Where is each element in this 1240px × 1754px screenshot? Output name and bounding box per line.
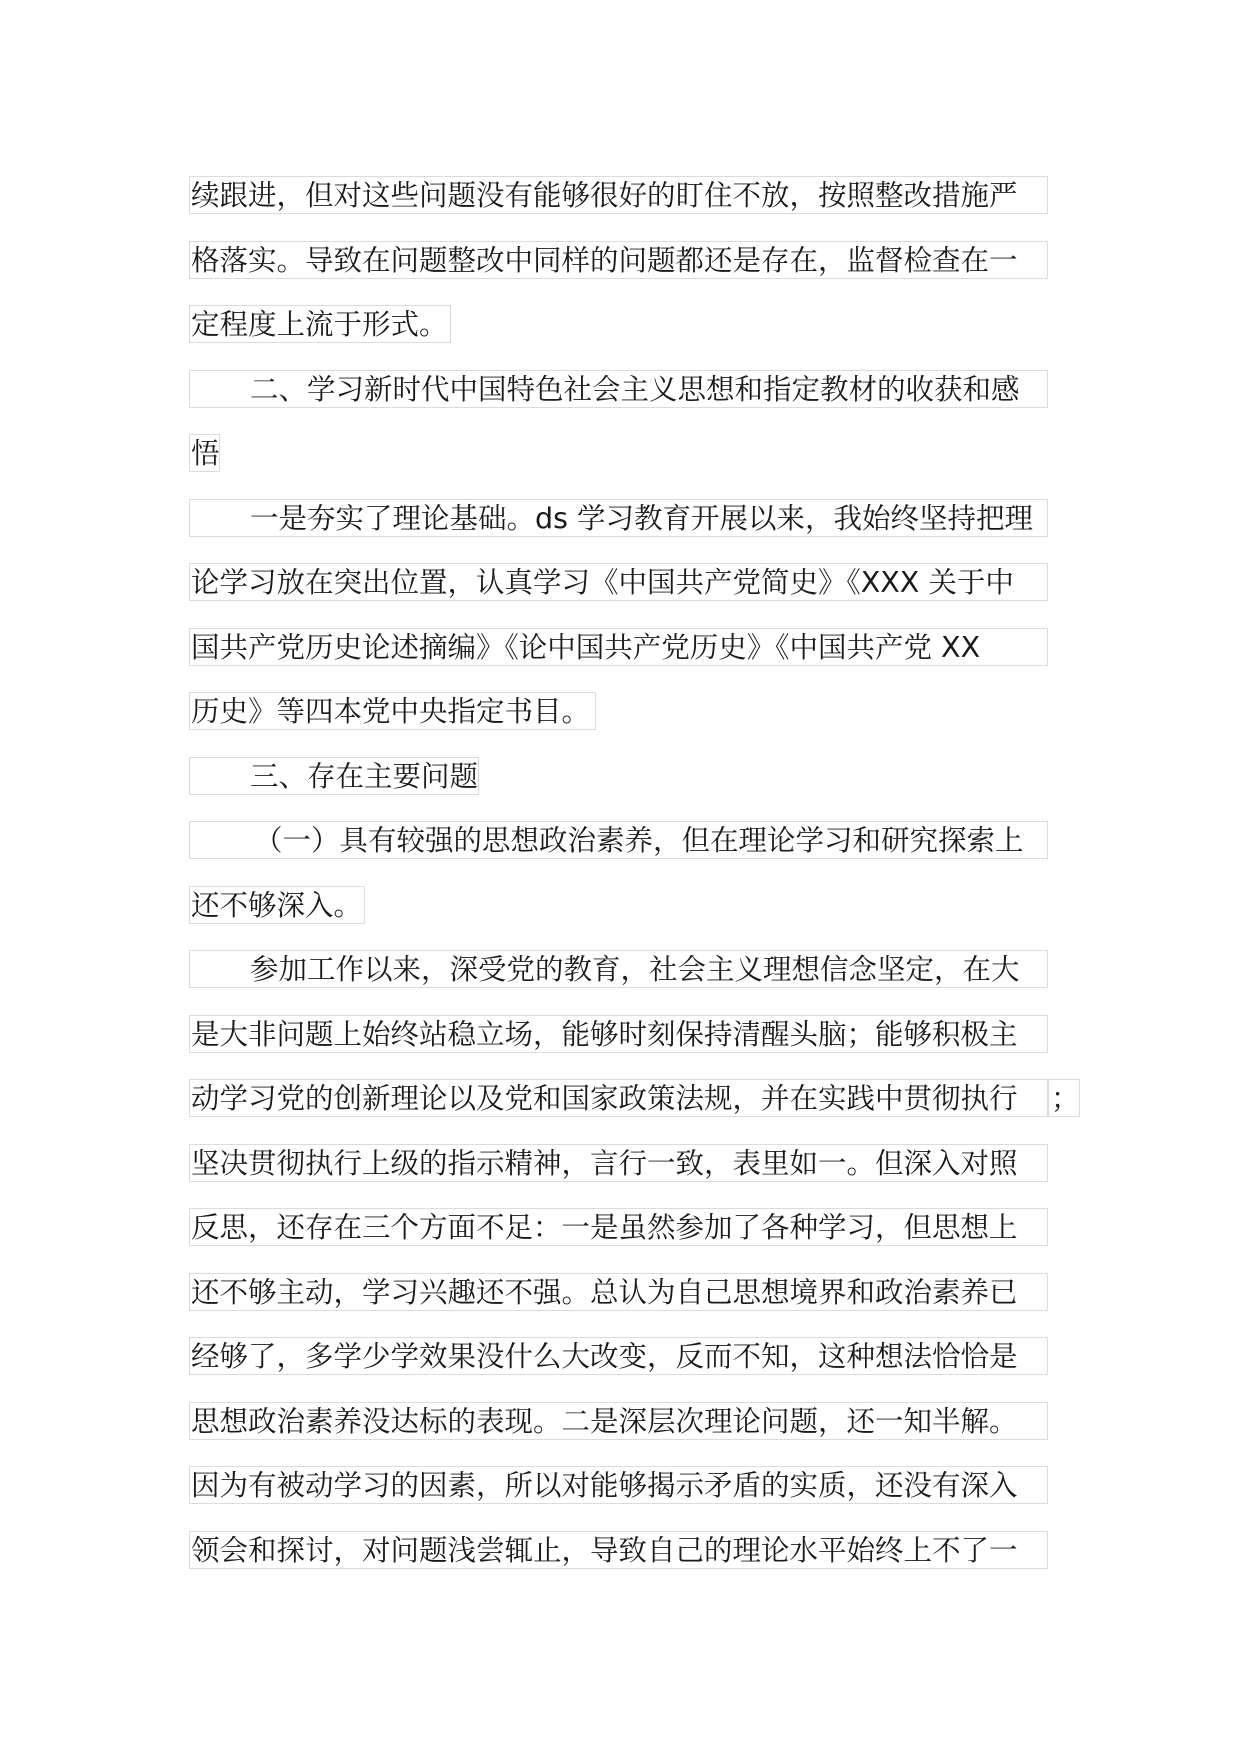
text-line: 历史》等四本党中央指定书目。 [189, 692, 596, 730]
text-line: 定程度上流于形式。 [189, 305, 451, 343]
text-line: 一是夯实了理论基础。ds 学习教育开展以来，我始终坚持把理 [189, 499, 1048, 537]
text-line: 国共产党历史论述摘编》《论中国共产党历史》《中国共产党 XX [189, 628, 1048, 666]
text-line: 论学习放在突出位置，认真学习《中国共产党简史》《XXX 关于中 [189, 563, 1048, 601]
text-line: 思想政治素养没达标的表现。二是深层次理论问题，还一知半解。 [189, 1402, 1048, 1440]
text-line: 领会和探讨，对问题浅尝辄止，导致自己的理论水平始终上不了一 [189, 1531, 1048, 1569]
text-line: 经够了，多学少学效果没什么大改变，反而不知，这种想法恰恰是 [189, 1337, 1048, 1375]
text-line: 是大非问题上始终站稳立场，能够时刻保持清醒头脑；能够积极主 [189, 1015, 1048, 1053]
text-line: 动学习党的创新理论以及党和国家政策法规，并在实践中贯彻执行 [189, 1079, 1048, 1117]
text-line: 格落实。导致在问题整改中同样的问题都还是存在，监督检查在一 [189, 241, 1048, 279]
heading-line: 悟 [189, 434, 220, 472]
heading-line: 三、存在主要问题 [189, 757, 479, 795]
text-line: 坚决贯彻执行上级的指示精神，言行一致，表里如一。但深入对照 [189, 1144, 1048, 1182]
text-line: 还不够主动，学习兴趣还不强。总认为自己思想境界和政治素养已 [189, 1273, 1048, 1311]
text-line: 因为有被动学习的因素，所以对能够揭示矛盾的实质，还没有深入 [189, 1466, 1048, 1504]
subheading-line: （一）具有较强的思想政治素养，但在理论学习和研究探索上 [189, 821, 1048, 859]
subheading-line: 还不够深入。 [189, 886, 365, 924]
text-line: 参加工作以来，深受党的教育，社会主义理想信念坚定，在大 [189, 950, 1048, 988]
text-line: 反思，还存在三个方面不足：一是虽然参加了各种学习，但思想上 [189, 1208, 1048, 1246]
heading-line: 二、学习新时代中国特色社会主义思想和指定教材的收获和感 [189, 370, 1048, 408]
overflow-punctuation: ； [1048, 1079, 1080, 1117]
text-line: 续跟进，但对这些问题没有能够很好的盯住不放，按照整改措施严 [189, 176, 1048, 214]
